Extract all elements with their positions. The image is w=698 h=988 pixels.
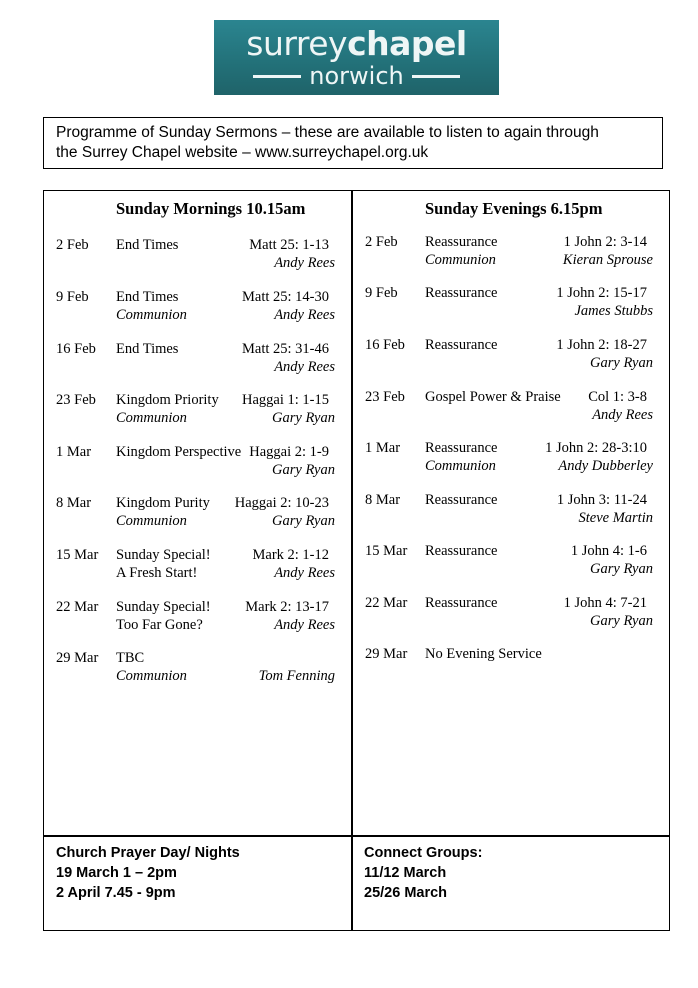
entry-title: Gospel Power & Praise — [425, 389, 561, 405]
mornings-column — [44, 191, 351, 835]
entry-date: 1 Mar — [365, 440, 401, 456]
connect-line-2: 25/26 March — [364, 885, 448, 901]
entry-date: 23 Feb — [56, 392, 96, 408]
entry-scripture-ref: 1 John 2: 15-17 — [556, 285, 647, 301]
prayer-heading: Church Prayer Day/ Nights — [56, 845, 240, 861]
logo-brand-bold: chapel — [347, 24, 467, 63]
entry-date: 9 Feb — [56, 289, 89, 305]
entry-note: Communion — [425, 251, 496, 268]
entry-title: End Times — [116, 289, 179, 305]
logo-subline — [214, 62, 499, 90]
entry-date: 8 Mar — [365, 492, 401, 508]
entry-speaker: Andy Rees — [274, 358, 335, 375]
logo-brand-light: surrey — [246, 24, 348, 63]
entry-title: Reassurance — [425, 595, 498, 611]
entry-scripture-ref: Matt 25: 31-46 — [242, 341, 329, 357]
entry-scripture-ref: Matt 25: 1-13 — [249, 237, 329, 253]
entry-speaker: Andy Dubberley — [558, 457, 653, 474]
entry-scripture-ref: Haggai 2: 1-9 — [249, 444, 329, 460]
entry-date: 1 Mar — [56, 444, 92, 460]
intro-box — [43, 117, 663, 169]
entry-title: Kingdom Priority — [116, 392, 219, 408]
entry-title: Reassurance — [425, 337, 498, 353]
intro-line-1: Programme of Sunday Sermons – these are available to listen to again through — [56, 124, 599, 141]
entry-speaker: Andy Rees — [274, 254, 335, 271]
entry-title: No Evening Service — [425, 646, 542, 662]
entry-date: 2 Feb — [56, 237, 89, 253]
entry-title: Reassurance — [425, 492, 498, 508]
entry-speaker: Gary Ryan — [272, 409, 335, 426]
entry-scripture-ref: Col 1: 3-8 — [588, 389, 647, 405]
entry-note: Communion — [116, 409, 187, 426]
entry-speaker: Steve Martin — [578, 509, 653, 526]
entry-speaker: Andy Rees — [274, 564, 335, 581]
entry-title: Kingdom Perspective — [116, 444, 242, 460]
entry-scripture-ref: 1 John 3: 11-24 — [556, 492, 647, 508]
entry-date: 9 Feb — [365, 285, 398, 301]
prayer-nights-box — [56, 837, 346, 936]
entry-scripture-ref: 1 John 4: 7-21 — [563, 595, 647, 611]
entry-date: 15 Mar — [56, 547, 99, 563]
entry-title: End Times — [116, 341, 179, 357]
surrey-chapel-logo — [214, 20, 499, 95]
entry-note: A Fresh Start! — [116, 564, 198, 581]
entry-scripture-ref: Mark 2: 1-12 — [252, 547, 329, 563]
logo-location: norwich — [309, 62, 404, 90]
entry-date: 22 Mar — [365, 595, 408, 611]
entry-scripture-ref: 1 John 2: 3-14 — [563, 234, 647, 250]
connect-line-1: 11/12 March — [364, 865, 447, 881]
entry-date: 2 Feb — [365, 234, 398, 250]
entry-date: 8 Mar — [56, 495, 92, 511]
entry-speaker: Gary Ryan — [590, 560, 653, 577]
entry-speaker: Gary Ryan — [590, 612, 653, 629]
entry-title: Sunday Special! — [116, 547, 211, 563]
entry-title: Reassurance — [425, 285, 498, 301]
entry-date: 16 Feb — [365, 337, 405, 353]
entry-date: 22 Mar — [56, 599, 99, 615]
entry-speaker: Tom Fenning — [258, 667, 335, 684]
connect-heading: Connect Groups: — [364, 845, 483, 861]
sermon-schedule-table — [43, 190, 670, 931]
entry-title: Reassurance — [425, 543, 498, 559]
evenings-title: Sunday Evenings 6.15pm — [425, 199, 603, 218]
entry-note: Communion — [116, 667, 187, 684]
entry-title: Reassurance — [425, 234, 498, 250]
entry-title: Kingdom Purity — [116, 495, 210, 511]
entry-note: Communion — [425, 457, 496, 474]
entry-scripture-ref: 1 John 2: 18-27 — [556, 337, 647, 353]
entry-title: Reassurance — [425, 440, 498, 456]
entry-title: End Times — [116, 237, 179, 253]
logo-rule-left — [253, 75, 301, 78]
entry-speaker: Gary Ryan — [272, 512, 335, 529]
entry-scripture-ref: 1 John 4: 1-6 — [570, 543, 647, 559]
entry-date: 23 Feb — [365, 389, 405, 405]
entry-title: TBC — [116, 650, 145, 666]
entry-date: 16 Feb — [56, 341, 96, 357]
entry-scripture-ref: Mark 2: 13-17 — [245, 599, 329, 615]
entry-speaker: Gary Ryan — [272, 461, 335, 478]
entry-date: 29 Mar — [56, 650, 99, 666]
entry-title: Sunday Special! — [116, 599, 211, 615]
evenings-column — [353, 191, 669, 835]
logo-wordmark — [214, 24, 499, 64]
entry-speaker: James Stubbs — [574, 302, 653, 319]
logo-rule-right — [412, 75, 460, 78]
prayer-line-2: 2 April 7.45 - 9pm — [56, 885, 176, 901]
entry-scripture-ref: 1 John 2: 28-3:10 — [545, 440, 647, 456]
intro-line-2: the Surrey Chapel website – www.surreychapel.org.uk — [56, 144, 429, 161]
entry-speaker: Andy Rees — [274, 306, 335, 323]
entry-scripture-ref: Haggai 1: 1-15 — [242, 392, 329, 408]
connect-groups-box — [364, 837, 654, 936]
entry-note: Too Far Gone? — [116, 616, 203, 633]
entry-speaker: Kieran Sprouse — [562, 251, 653, 268]
entry-note: Communion — [116, 306, 187, 323]
entry-speaker: Andy Rees — [592, 406, 653, 423]
entry-date: 29 Mar — [365, 646, 408, 662]
entry-date: 15 Mar — [365, 543, 408, 559]
prayer-line-1: 19 March 1 – 2pm — [56, 865, 177, 881]
entry-speaker: Andy Rees — [274, 616, 335, 633]
entry-speaker: Gary Ryan — [590, 354, 653, 371]
entry-note: Communion — [116, 512, 187, 529]
mornings-title: Sunday Mornings 10.15am — [116, 199, 306, 218]
entry-scripture-ref: Haggai 2: 10-23 — [234, 495, 329, 511]
entry-scripture-ref: Matt 25: 14-30 — [242, 289, 329, 305]
